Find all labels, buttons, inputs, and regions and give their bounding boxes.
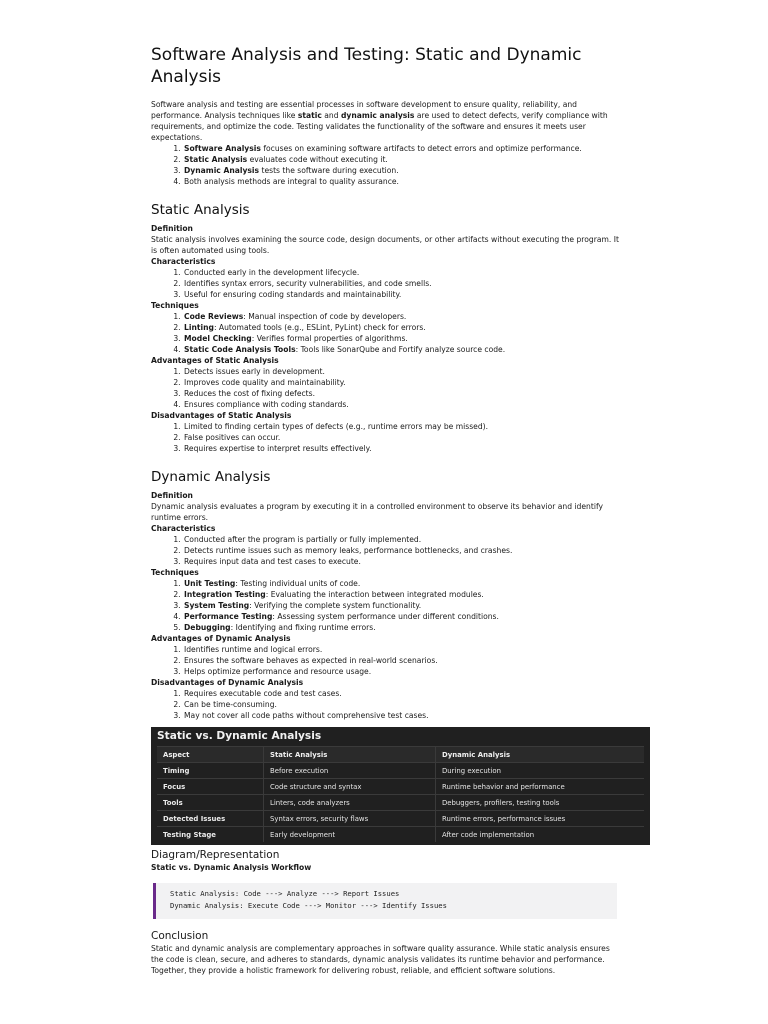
table-cell: Runtime behavior and performance bbox=[436, 779, 645, 795]
conclusion-text: Static and dynamic analysis are complementary approaches in software quality assurance. While static analysis ensures the code is clean, secure, and adheres to standards, dynamic analysis validates its runtime behavior and performance. Together, they provide a holistic framework for delivering robust, reliable, and efficient software solutions. bbox=[151, 944, 610, 975]
table-row bbox=[157, 779, 644, 795]
code-line: Dynamic Analysis: Execute Code ---> Monitor ---> Identify Issues bbox=[170, 900, 447, 910]
advantages-label: Advantages of Static Analysis bbox=[151, 356, 279, 365]
list-item: 1. Limited to finding certain types of defects (e.g., runtime errors may be missed). bbox=[183, 421, 619, 432]
intro-paragraph bbox=[151, 99, 619, 143]
list-item: 4. Static Code Analysis Tools: Tools like SonarQube and Fortify analyze source code. bbox=[183, 344, 619, 355]
table-cell: During execution bbox=[436, 763, 645, 779]
list-item: 1. Software Analysis focuses on examining software artifacts to detect errors and optimize performance. bbox=[183, 143, 619, 154]
techniques-label: Techniques bbox=[151, 568, 199, 577]
list-item: 2. Detects runtime issues such as memory leaks, performance bottlenecks, and crashes. bbox=[183, 545, 619, 556]
list-item: 2. Improves code quality and maintainability. bbox=[183, 377, 619, 388]
list-item: 1. Conducted early in the development lifecycle. bbox=[183, 267, 619, 278]
definition-text: Static analysis involves examining the source code, design documents, or other artifacts without executing the program. It is often automated using tools. bbox=[151, 235, 619, 255]
table-row bbox=[157, 763, 644, 779]
table-cell: Tools bbox=[157, 795, 264, 811]
list-item: 1. Unit Testing: Testing individual units of code. bbox=[183, 578, 619, 589]
table-cell: After code implementation bbox=[436, 827, 645, 843]
disadvantages-label: Disadvantages of Dynamic Analysis bbox=[151, 678, 304, 687]
table-header-cell: Aspect bbox=[157, 747, 264, 763]
table-header-cell: Dynamic Analysis bbox=[436, 747, 645, 763]
list-item: 5. Debugging: Identifying and fixing runtime errors. bbox=[183, 622, 619, 633]
intro-bold-1: static bbox=[297, 111, 322, 120]
diagram-heading: Diagram/Representation bbox=[151, 849, 280, 861]
list-item: 3. Useful for ensuring coding standards and maintainability. bbox=[183, 289, 619, 300]
list-item: 3. Requires input data and test cases to execute. bbox=[183, 556, 619, 567]
intro-bold-2: dynamic analysis bbox=[340, 111, 415, 120]
dynamic-characteristics-list bbox=[151, 534, 619, 567]
table-cell: Testing Stage bbox=[157, 827, 264, 843]
definition-text: Dynamic analysis evaluates a program by executing it in a controlled environment to observe its behavior and identify runtime errors. bbox=[151, 502, 603, 522]
static-characteristics-list bbox=[151, 267, 619, 300]
dynamic-analysis-heading: Dynamic Analysis bbox=[151, 469, 271, 485]
dynamic-advantages-list bbox=[151, 644, 619, 677]
list-item: 1. Requires executable code and test cases. bbox=[183, 688, 619, 699]
intro-text-2: and bbox=[321, 111, 341, 120]
page-title: Software Analysis and Testing: Static and Dynamic Analysis bbox=[151, 45, 582, 87]
list-item: 3. Helps optimize performance and resource usage. bbox=[183, 666, 619, 677]
comparison-table bbox=[157, 746, 644, 842]
list-item: 2. Identifies syntax errors, security vulnerabilities, and code smells. bbox=[183, 278, 619, 289]
list-item: 3. Dynamic Analysis tests the software during execution. bbox=[183, 165, 619, 176]
techniques-label: Techniques bbox=[151, 301, 199, 310]
table-cell: Debuggers, profilers, testing tools bbox=[436, 795, 645, 811]
table-row bbox=[157, 827, 644, 843]
comparison-table-title: Static vs. Dynamic Analysis bbox=[157, 730, 322, 742]
list-item: 1. Code Reviews: Manual inspection of code by developers. bbox=[183, 311, 619, 322]
static-techniques-list bbox=[151, 311, 619, 355]
advantages-label: Advantages of Dynamic Analysis bbox=[151, 634, 291, 643]
list-item: 3. System Testing: Verifying the complete system functionality. bbox=[183, 600, 619, 611]
table-cell: Code structure and syntax bbox=[264, 779, 436, 795]
list-item: 3. Reduces the cost of fixing defects. bbox=[183, 388, 619, 399]
list-item: 4. Performance Testing: Assessing system performance under different conditions. bbox=[183, 611, 619, 622]
list-item: 3. Requires expertise to interpret results effectively. bbox=[183, 443, 619, 454]
list-item: 2. Static Analysis evaluates code without executing it. bbox=[183, 154, 619, 165]
table-cell: Syntax errors, security flaws bbox=[264, 811, 436, 827]
list-item: 2. Ensures the software behaves as expected in real-world scenarios. bbox=[183, 655, 619, 666]
list-item: 1. Identifies runtime and logical errors. bbox=[183, 644, 619, 655]
conclusion-heading: Conclusion bbox=[151, 930, 209, 942]
list-item: 2. Linting: Automated tools (e.g., ESLint, PyLint) check for errors. bbox=[183, 322, 619, 333]
list-item: 1. Detects issues early in development. bbox=[183, 366, 619, 377]
static-disadvantages-list bbox=[151, 421, 619, 454]
code-line: Static Analysis: Code ---> Analyze ---> Report Issues bbox=[170, 889, 400, 898]
table-cell: Early development bbox=[264, 827, 436, 843]
table-cell: Linters, code analyzers bbox=[264, 795, 436, 811]
table-cell: Runtime errors, performance issues bbox=[436, 811, 645, 827]
diagram-subheading: Static vs. Dynamic Analysis Workflow bbox=[151, 863, 312, 872]
table-row bbox=[157, 811, 644, 827]
dynamic-disadvantages-list bbox=[151, 688, 619, 721]
disadvantages-label: Disadvantages of Static Analysis bbox=[151, 411, 292, 420]
list-item: 1. Conducted after the program is partially or fully implemented. bbox=[183, 534, 619, 545]
list-item: 4. Ensures compliance with coding standards. bbox=[183, 399, 619, 410]
list-item: 4. Both analysis methods are integral to quality assurance. bbox=[183, 176, 619, 187]
static-advantages-list bbox=[151, 366, 619, 410]
table-cell: Detected Issues bbox=[157, 811, 264, 827]
characteristics-label: Characteristics bbox=[151, 524, 216, 533]
dynamic-techniques-list bbox=[151, 578, 619, 633]
table-header-cell: Static Analysis bbox=[264, 747, 436, 763]
table-cell: Focus bbox=[157, 779, 264, 795]
list-item: 2. False positives can occur. bbox=[183, 432, 619, 443]
intro-list bbox=[151, 143, 619, 187]
table-row bbox=[157, 795, 644, 811]
intro-text-1: Software analysis and testing are essential processes in software development to ensure quality, reliability, and performance. Analysis techniques like bbox=[151, 100, 577, 120]
document bbox=[151, 44, 619, 976]
static-analysis-heading: Static Analysis bbox=[151, 202, 250, 218]
comparison-table-image bbox=[151, 727, 650, 845]
list-item: 2. Can be time-consuming. bbox=[183, 699, 619, 710]
list-item: 2. Integration Testing: Evaluating the interaction between integrated modules. bbox=[183, 589, 619, 600]
characteristics-label: Characteristics bbox=[151, 257, 216, 266]
intro-text-3: are used to detect defects, verify compliance with requirements, and optimize the code. Testing validates the functionality of the software and ensures it meets user expectations. bbox=[151, 111, 608, 142]
list-item: 3. Model Checking: Verifies formal properties of algorithms. bbox=[183, 333, 619, 344]
list-item: 3. May not cover all code paths without comprehensive test cases. bbox=[183, 710, 619, 721]
table-header-row bbox=[157, 747, 644, 763]
table-cell: Timing bbox=[157, 763, 264, 779]
table-cell: Before execution bbox=[264, 763, 436, 779]
code-block bbox=[153, 883, 617, 919]
definition-label: Definition bbox=[151, 491, 193, 500]
definition-label: Definition bbox=[151, 224, 193, 233]
